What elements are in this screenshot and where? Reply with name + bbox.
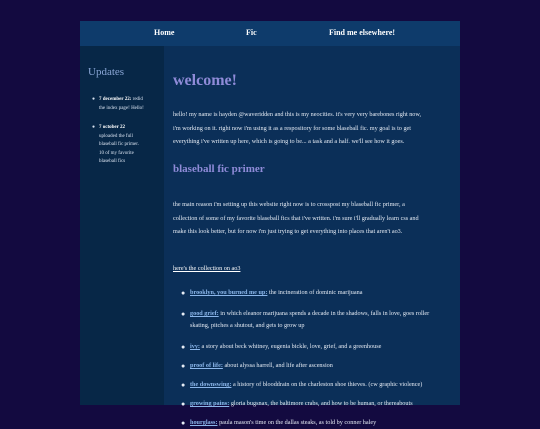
fic-title-link[interactable]: hourglass: (190, 419, 218, 426)
primer-heading: blaseball fic primer (173, 163, 265, 175)
intro-paragraph (173, 108, 457, 149)
top-nav (80, 21, 460, 46)
nav-elsewhere-link[interactable]: Find me elsewhere! (329, 28, 396, 37)
page-title: welcome! (173, 72, 237, 89)
update-text: blaseball fics (99, 159, 126, 164)
updates-heading: Updates (88, 66, 125, 78)
nav-home-link[interactable]: Home (154, 28, 175, 37)
update-date: 7 october 22 (99, 125, 126, 130)
update-text: uploaded the full (99, 133, 133, 139)
fic-title-link[interactable]: proof of life: (190, 362, 223, 369)
bullet-icon: ● (181, 381, 186, 389)
fic-description: paula mason's time on the dallas steaks, as told by conner haley (219, 419, 377, 426)
fic-title-link[interactable]: brooklyn, you burned me up: (190, 289, 268, 296)
fic-list-item (181, 417, 458, 429)
fic-title-link[interactable]: the downswing: (190, 381, 232, 388)
page-container (80, 21, 460, 427)
update-item (92, 124, 163, 167)
fic-description: about alyssa harrell, and life after ascension (224, 362, 333, 369)
fic-description: a history of blooddrain on the charleston shoe thieves. (cw graphic violence) (232, 381, 423, 388)
fic-list-item (181, 398, 458, 410)
main-content (173, 46, 458, 427)
fic-title-link[interactable]: ivy: (190, 343, 200, 350)
fic-title-link[interactable]: good grief: (190, 310, 219, 317)
primer-line: collection of some of my favorite blaseball fics that i've written. i'm sure i'll gradually learn css and (173, 214, 419, 222)
bullet-icon: ● (181, 343, 186, 351)
fic-list-item (181, 360, 458, 372)
fic-list-item (181, 287, 458, 299)
fic-list-item (181, 308, 458, 332)
ao3-collection-link[interactable]: here's the collection on ao3 (173, 265, 241, 272)
update-item (92, 96, 163, 113)
update-text: 10 of my favorite (99, 150, 134, 156)
bullet-icon: ● (92, 97, 96, 102)
nav-fic-link[interactable]: Fic (246, 28, 257, 37)
fic-list-item (181, 341, 458, 353)
intro-line: hello! my name is hayden @waveridden and this is my neocities. it's very very barebones right now, (173, 111, 422, 118)
intro-line: everything i've written up here, which is going to be... a task and a half. we'll see how it goes. (173, 138, 405, 145)
update-text: the index page! Hello! (99, 105, 144, 111)
intro-line: i'm working on it. right now i'm using it as a respository for some blaseball fic. my goal is to get (173, 124, 412, 132)
fic-description: the incineration of dominic marijuana (268, 289, 363, 296)
bullet-icon: ● (181, 362, 186, 370)
fic-description: skating, pitches a shutout, and gets to grow up (190, 322, 305, 329)
bullet-icon: ● (181, 400, 186, 408)
update-date: 7 december 22: (99, 97, 132, 102)
update-text: redid (132, 97, 143, 102)
fic-description: a story about beck whitney, eugenia bickle, love, grief, and a greenhouse (201, 343, 382, 350)
fic-list-item (181, 379, 458, 391)
bullet-icon: ● (92, 125, 96, 130)
updates-sidebar (80, 46, 164, 405)
primer-line: the main reason i'm setting up this website right now is to crosspost my blaseball fic primer, a (173, 201, 405, 208)
bullet-icon: ● (181, 419, 186, 427)
fic-description: gloria bugsnax, the baltimore crabs, and how to be human, or thereabouts (230, 400, 413, 407)
update-text: blaseball fic primer. (99, 142, 139, 147)
bullet-icon: ● (181, 310, 186, 318)
bullet-icon: ● (181, 289, 186, 297)
primer-line: make this look better, but for now i'm just trying to get everything into places that aren't ao3. (173, 228, 403, 235)
primer-paragraph (173, 198, 457, 239)
fic-description: in which eleanor marijuana spends a decade in the shadows, falls in love, goes roller (220, 310, 430, 317)
fic-title-link[interactable]: growing pains: (190, 400, 230, 407)
